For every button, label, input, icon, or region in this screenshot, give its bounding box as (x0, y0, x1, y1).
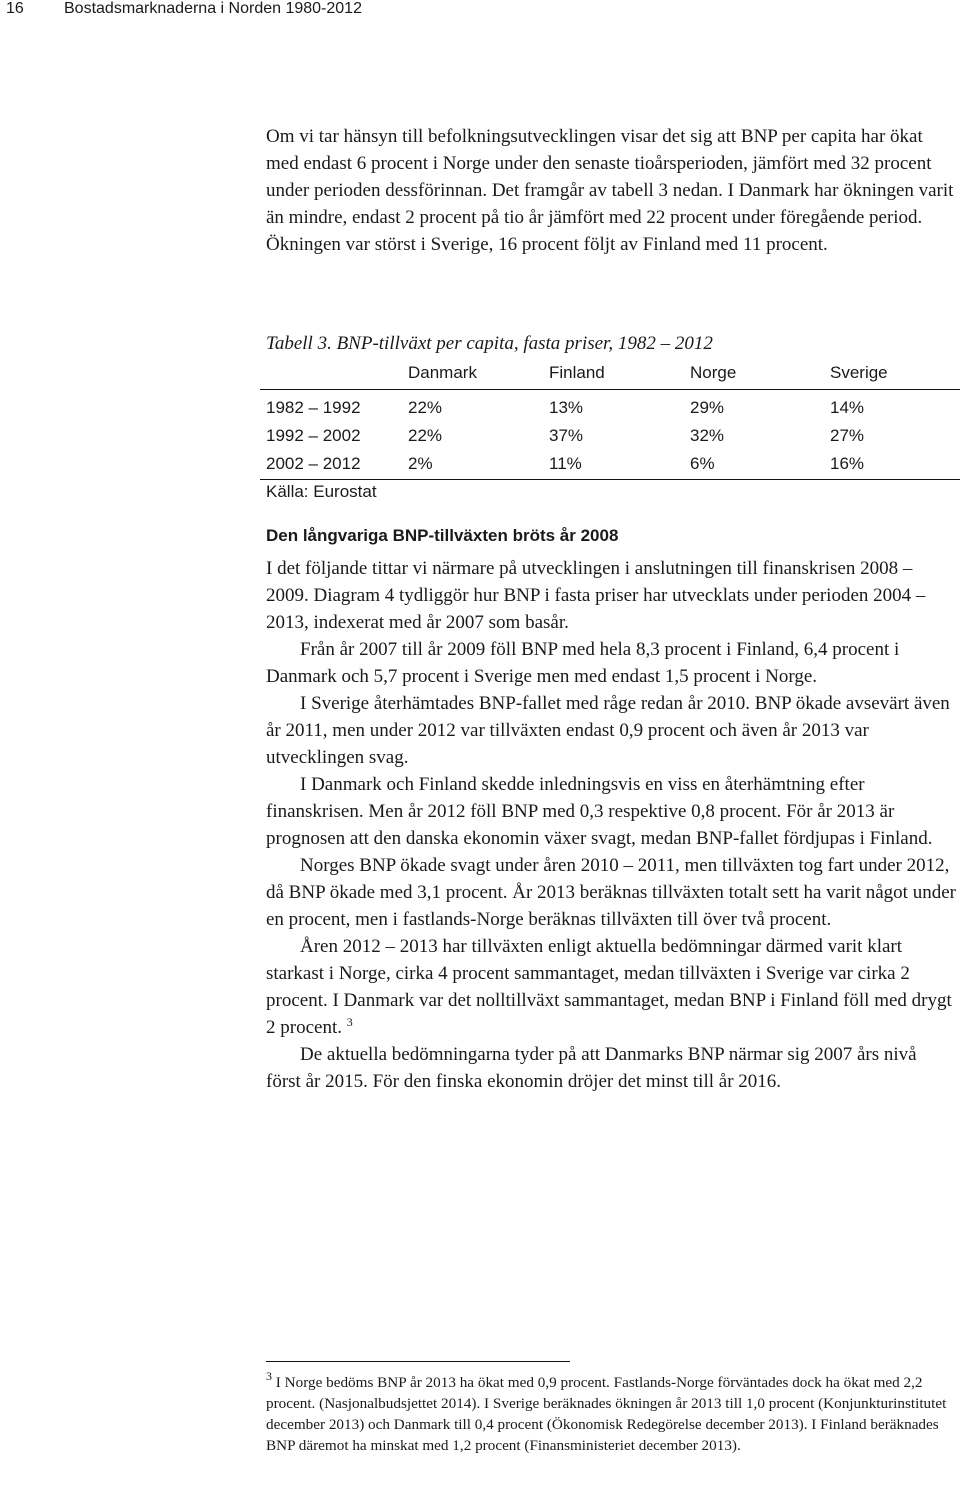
column-header: Danmark (408, 363, 477, 382)
table-cell: 22% (408, 398, 443, 417)
body-paragraph: I det följande tittar vi närmare på utvecklingen i anslutningen till finanskrisen 2008 – 2009. Diagram 4 tydliggör hur BNP i fasta priser har utvecklats under perioden 2004 – 2013, indexerat med år 2007 som basår. (266, 558, 926, 633)
table-cell: 6% (690, 454, 715, 473)
footnote-divider (266, 1361, 570, 1362)
table-cell: 14% (830, 398, 865, 417)
table-cell: 2% (408, 454, 433, 473)
table-cell: 13% (549, 398, 584, 417)
page-number: 16 (6, 0, 24, 17)
table-cell: 27% (830, 426, 865, 445)
row-period: 2002 – 2012 (266, 454, 361, 473)
body-paragraph: I Danmark och Finland skedde inledningsvis en viss en återhämtning efter finanskrisen. Men år 2012 föll BNP med 0,3 respektive 0,8 procent. För år 2013 är prognosen att den danska ekonomin växer svagt, medan BNP-fallet fördjupas i Finland. (266, 774, 933, 849)
footnote-text: I Norge bedöms BNP år 2013 ha ökat med 0,9 procent. Fastlands-Norge förväntades dock ha ökat med 2,2 procent. (Nasjonalbudsjettet 2014). I Sverige beräknades ökningen år 2013 till 1,0 procent (Konjunkturinstitutet december 2013) och Danmark till 0,4 procent (Ökonomisk Redegörelse december 2013). I Finland beräknades BNP däremot ha minskat med 1,2 procent (Finansministeriet december 2013). (266, 1374, 947, 1454)
table-row (260, 423, 960, 451)
column-header: Norge (690, 363, 737, 382)
body-paragraph: I Sverige återhämtades BNP-fallet med råge redan år 2010. BNP ökade avsevärt även år 2011, men under 2012 var tillväxten endast 0,9 procent och även år 2013 var utvecklingen svag. (266, 693, 950, 768)
table-caption: Tabell 3. BNP-tillväxt per capita, fasta priser, 1982 – 2012 (266, 333, 713, 354)
footnote-reference[interactable]: 3 (346, 1015, 353, 1029)
table-row (260, 451, 960, 480)
body-paragraph: Norges BNP ökade svagt under åren 2010 – 2011, men tillväxten tog fart under 2012, då BNP ökade med 3,1 procent. År 2013 beräknas tillväxten totalt sett ha varit något under en procent, men i fastlands-Norge beräknas tillväxten till över två procent. (266, 855, 956, 930)
table-cell: 11% (549, 454, 582, 473)
intro-paragraph: Om vi tar hänsyn till befolkningsutvecklingen visar det sig att BNP per capita har ökat med endast 6 procent i Norge under den senaste tioårsperioden, jämfört med 32 procent under perioden dessförinnan. Det framgår av tabell 3 nedan. I Danmark har ökningen varit än mindre, endast 2 procent på tio år jämfört med 22 procent under föregående period. Ökningen var störst i Sverige, 16 procent följt av Finland med 11 procent. (266, 126, 954, 255)
table-cell: 32% (690, 426, 725, 445)
intro-section (266, 123, 956, 258)
section-heading: Den långvariga BNP-tillväxten bröts år 2008 (266, 526, 619, 545)
row-period: 1992 – 2002 (266, 426, 361, 445)
footnote-number: 3 (266, 1369, 272, 1383)
running-title: Bostadsmarknaderna i Norden 1980-2012 (64, 0, 362, 17)
body-section (266, 555, 956, 1095)
body-paragraph: De aktuella bedömningarna tyder på att Danmarks BNP närmar sig 2007 års nivå först år 2015. För den finska ekonomin dröjer det minst till år 2016. (266, 1044, 917, 1092)
body-paragraph-text: Åren 2012 – 2013 har tillväxten enligt aktuella bedömningar därmed varit klart starkast i Norge, cirka 4 procent sammantaget, medan tillväxten i Sverige var cirka 2 procent. I Danmark var det nolltillväxt sammantaget, medan BNP i Finland föll med drygt 2 procent. (266, 936, 952, 1038)
table-cell: 16% (830, 454, 865, 473)
table-header-row (260, 360, 960, 390)
table-cell: 29% (690, 398, 725, 417)
table-source: Källa: Eurostat (266, 482, 377, 501)
column-header: Sverige (830, 363, 888, 382)
table-cell: 37% (549, 426, 584, 445)
gdp-growth-table (260, 360, 960, 480)
footnote (266, 1369, 956, 1456)
page-header (0, 0, 960, 24)
body-paragraph: Från år 2007 till år 2009 föll BNP med hela 8,3 procent i Finland, 6,4 procent i Danmark och 5,7 procent i Sverige men med endast 1,5 procent i Norge. (266, 639, 900, 687)
table-row (260, 395, 960, 423)
body-paragraph-with-note (266, 933, 956, 1041)
row-period: 1982 – 1992 (266, 398, 361, 417)
table-cell: 22% (408, 426, 443, 445)
column-header: Finland (549, 363, 605, 382)
